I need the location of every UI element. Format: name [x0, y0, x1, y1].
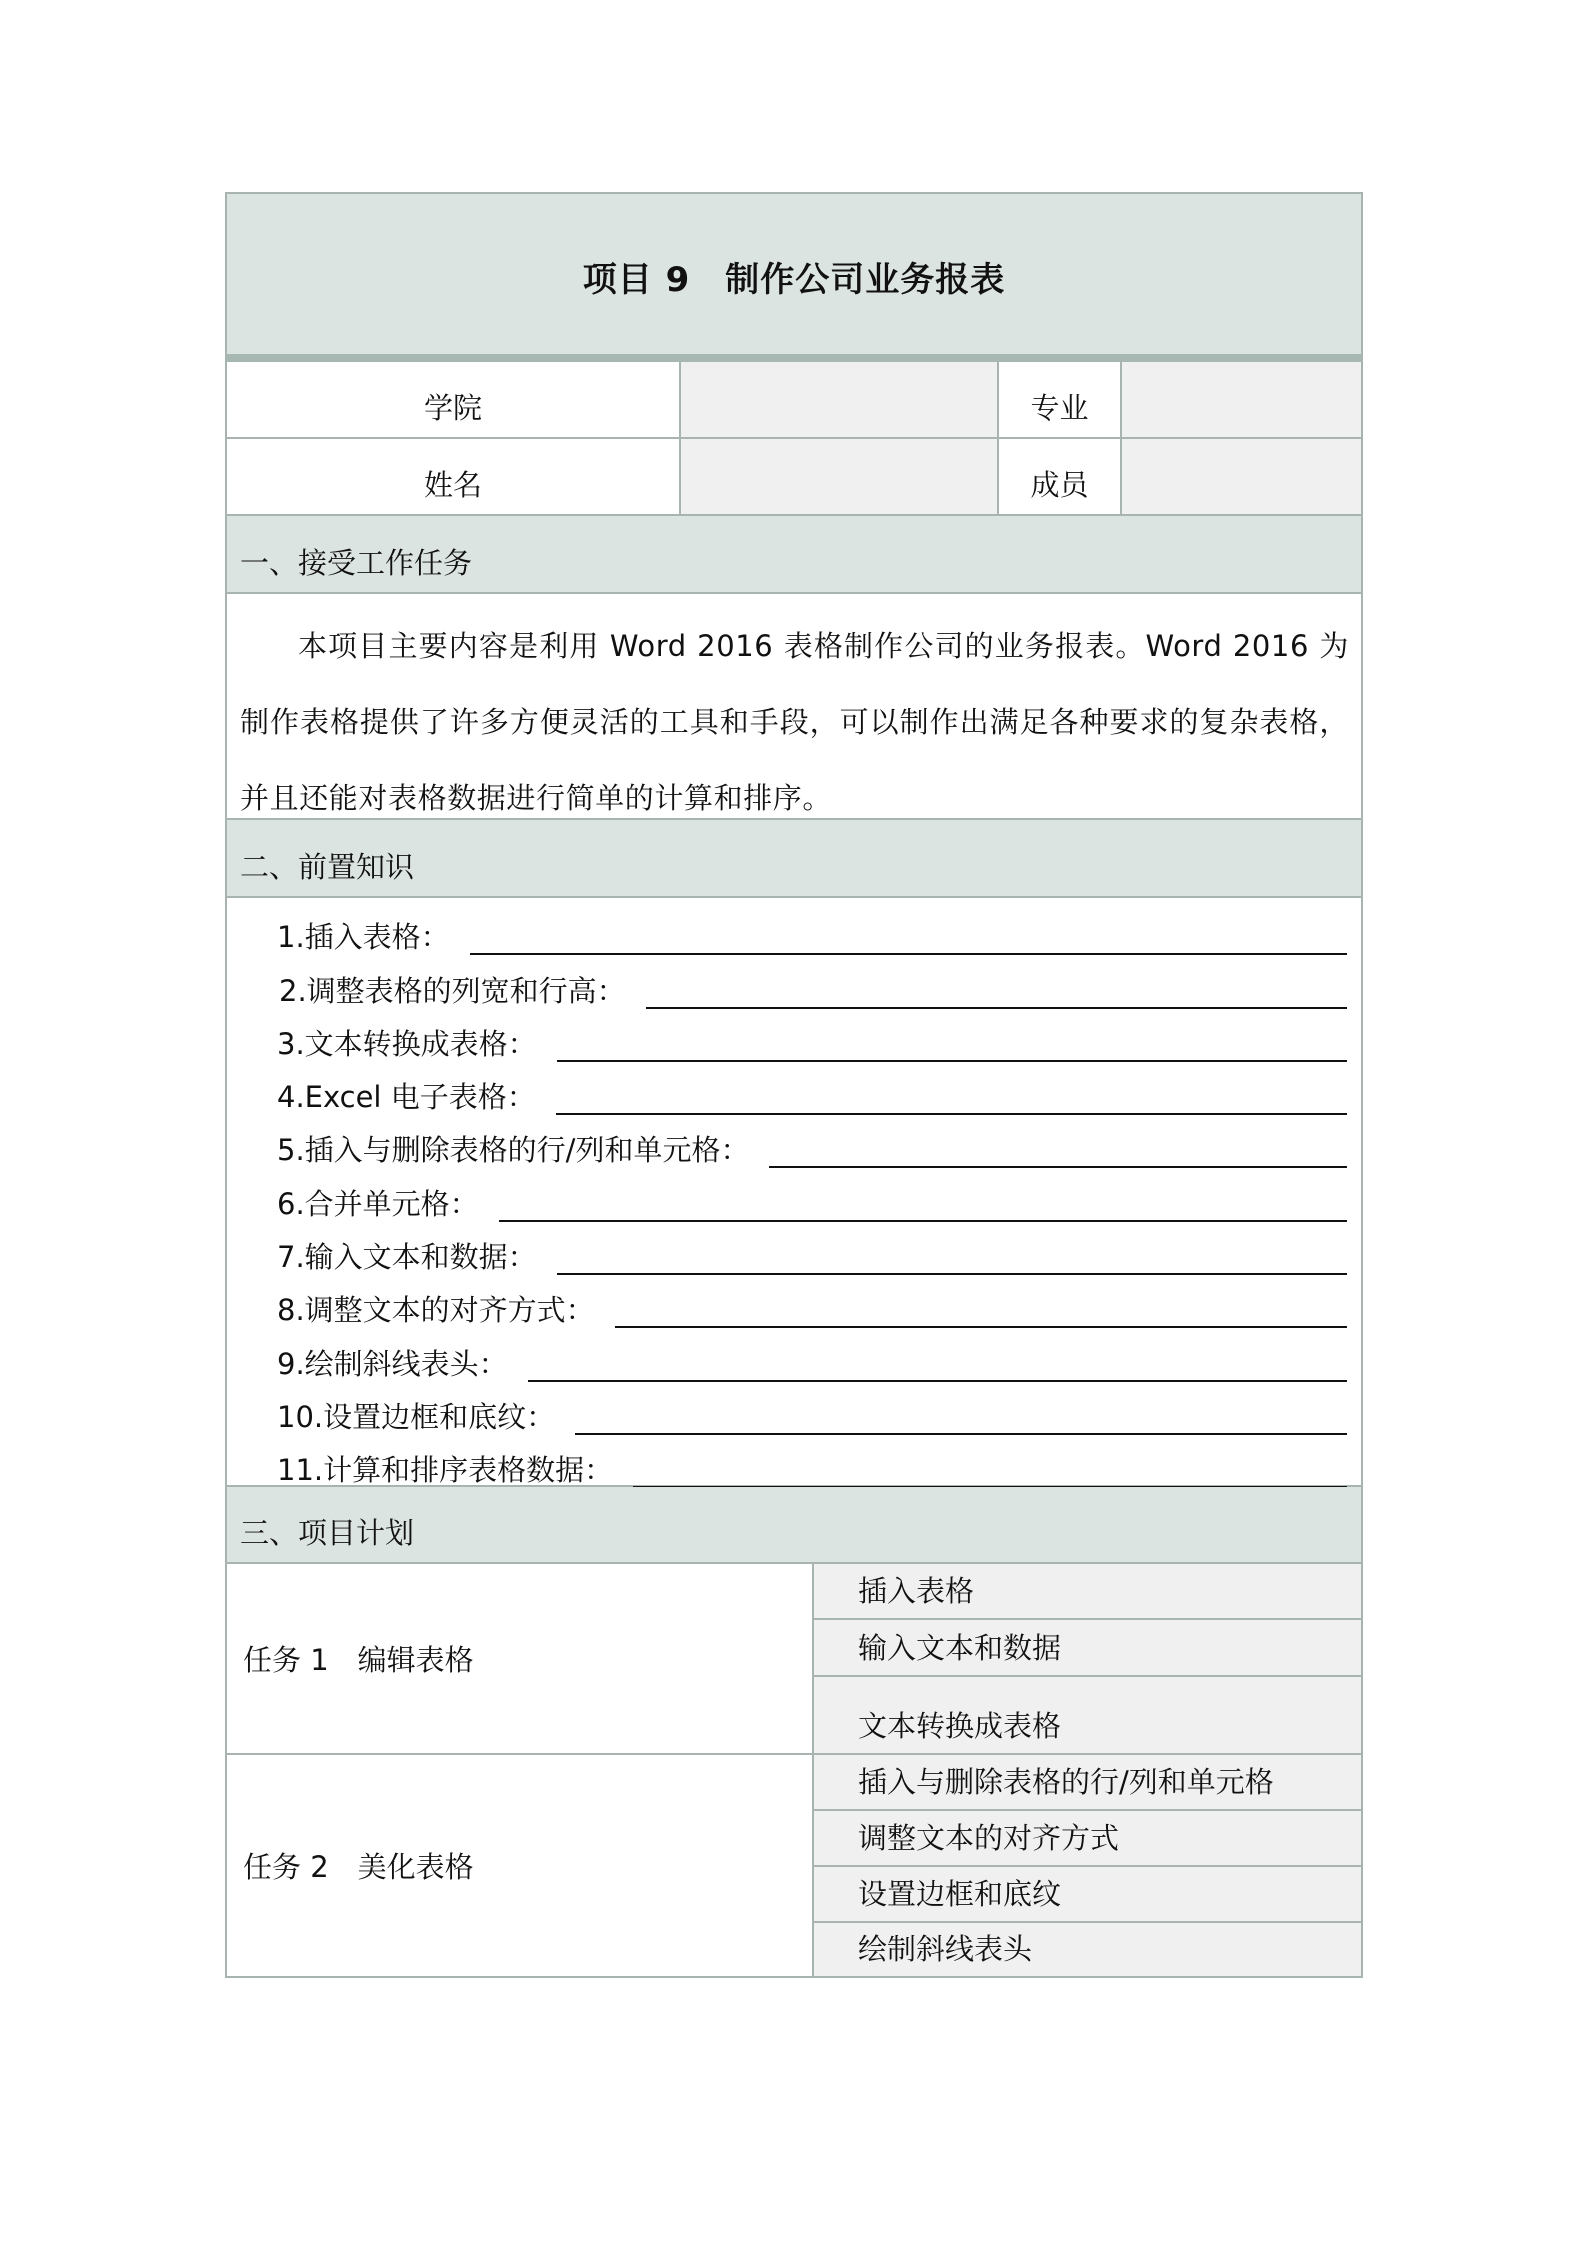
knowledge-item [277, 1437, 1347, 1490]
section-heading-plan [225, 1487, 1363, 1564]
college-input[interactable] [681, 362, 999, 437]
knowledge-item [277, 957, 1347, 1010]
answer-blank-line[interactable] [499, 1219, 1347, 1222]
knowledge-item-label: 7.输入文本和数据： [277, 1240, 537, 1275]
project-worksheet-table [225, 192, 1363, 1977]
task-2-subtasks [814, 1755, 1361, 1976]
plan-task-1 [225, 1564, 1363, 1755]
name-input[interactable] [681, 439, 999, 514]
answer-blank-line[interactable] [557, 1059, 1347, 1062]
answer-blank-line[interactable] [769, 1165, 1347, 1168]
knowledge-item [277, 1064, 1347, 1117]
task-description-text: 本项目主要内容是利用 Word 2016 表格制作公司的业务报表。Word 2016 为制作表格提供了许多方便灵活的工具和手段，可以制作出满足各种要求的复杂表格，并且还能对表格数据进行简单的计算和排序。 [240, 629, 1349, 815]
major-input[interactable] [1122, 362, 1361, 437]
knowledge-item [277, 1224, 1347, 1277]
answer-blank-line[interactable] [528, 1379, 1347, 1382]
knowledge-item [277, 1277, 1347, 1330]
task-1-subtasks [814, 1564, 1361, 1753]
title-header [225, 192, 1363, 354]
members-label: 成员 [999, 439, 1122, 514]
knowledge-list [225, 898, 1363, 1487]
knowledge-item [277, 1384, 1347, 1437]
subtask-item: 调整文本的对齐方式 [814, 1811, 1361, 1867]
subtask-item: 输入文本和数据 [814, 1620, 1361, 1677]
knowledge-item-label: 1.插入表格： [277, 920, 450, 955]
knowledge-item [277, 1011, 1347, 1064]
task-2-label: 任务 2 美化表格 [227, 1755, 814, 1976]
subtask-item: 绘制斜线表头 [858, 1932, 1033, 1966]
answer-blank-line[interactable] [615, 1325, 1347, 1328]
knowledge-item-label: 6.合并单元格： [277, 1186, 479, 1221]
section2-heading: 二、前置知识 [240, 850, 415, 884]
knowledge-item-label: 9.绘制斜线表头： [277, 1346, 508, 1381]
answer-blank-line[interactable] [557, 1272, 1347, 1275]
answer-blank-line[interactable] [646, 1006, 1347, 1009]
section1-heading: 一、接受工作任务 [240, 546, 473, 580]
knowledge-item [277, 1117, 1347, 1170]
major-label: 专业 [999, 362, 1122, 437]
knowledge-item [277, 904, 1347, 957]
subtask-item: 设置边框和底纹 [814, 1867, 1361, 1923]
college-label: 学院 [227, 362, 681, 437]
section-heading-task [225, 516, 1363, 594]
info-row-college [225, 362, 1363, 439]
answer-blank-line[interactable] [470, 952, 1347, 955]
knowledge-item-label: 4.Excel 电子表格： [277, 1080, 536, 1115]
subtask-item: 插入与删除表格的行/列和单元格 [814, 1755, 1361, 1811]
plan-task-2 [225, 1755, 1363, 1978]
knowledge-item-label: 8.调整文本的对齐方式： [277, 1293, 595, 1328]
knowledge-item-label: 5.插入与删除表格的行/列和单元格： [277, 1133, 750, 1168]
subtask-item: 文本转换成表格 [858, 1709, 1062, 1743]
knowledge-item [277, 1330, 1347, 1383]
knowledge-item-label: 10.设置边框和底纹： [277, 1399, 556, 1434]
info-row-name [225, 439, 1363, 516]
knowledge-item-label: 2.调整表格的列宽和行高： [279, 973, 626, 1008]
answer-blank-line[interactable] [575, 1432, 1347, 1435]
section-heading-knowledge [225, 820, 1363, 898]
section3-heading: 三、项目计划 [240, 1516, 415, 1550]
title-divider [225, 354, 1363, 362]
name-label: 姓名 [227, 439, 681, 514]
knowledge-item-label: 3.文本转换成表格： [277, 1026, 537, 1061]
subtask-item: 插入表格 [814, 1564, 1361, 1620]
page-title: 项目 9 制作公司业务报表 [582, 259, 1006, 300]
knowledge-item-label: 11.计算和排序表格数据： [277, 1453, 614, 1488]
members-input[interactable] [1122, 439, 1361, 514]
task-description [225, 594, 1363, 820]
knowledge-item [277, 1170, 1347, 1223]
task-1-label: 任务 1 编辑表格 [227, 1564, 814, 1753]
answer-blank-line[interactable] [556, 1112, 1347, 1115]
